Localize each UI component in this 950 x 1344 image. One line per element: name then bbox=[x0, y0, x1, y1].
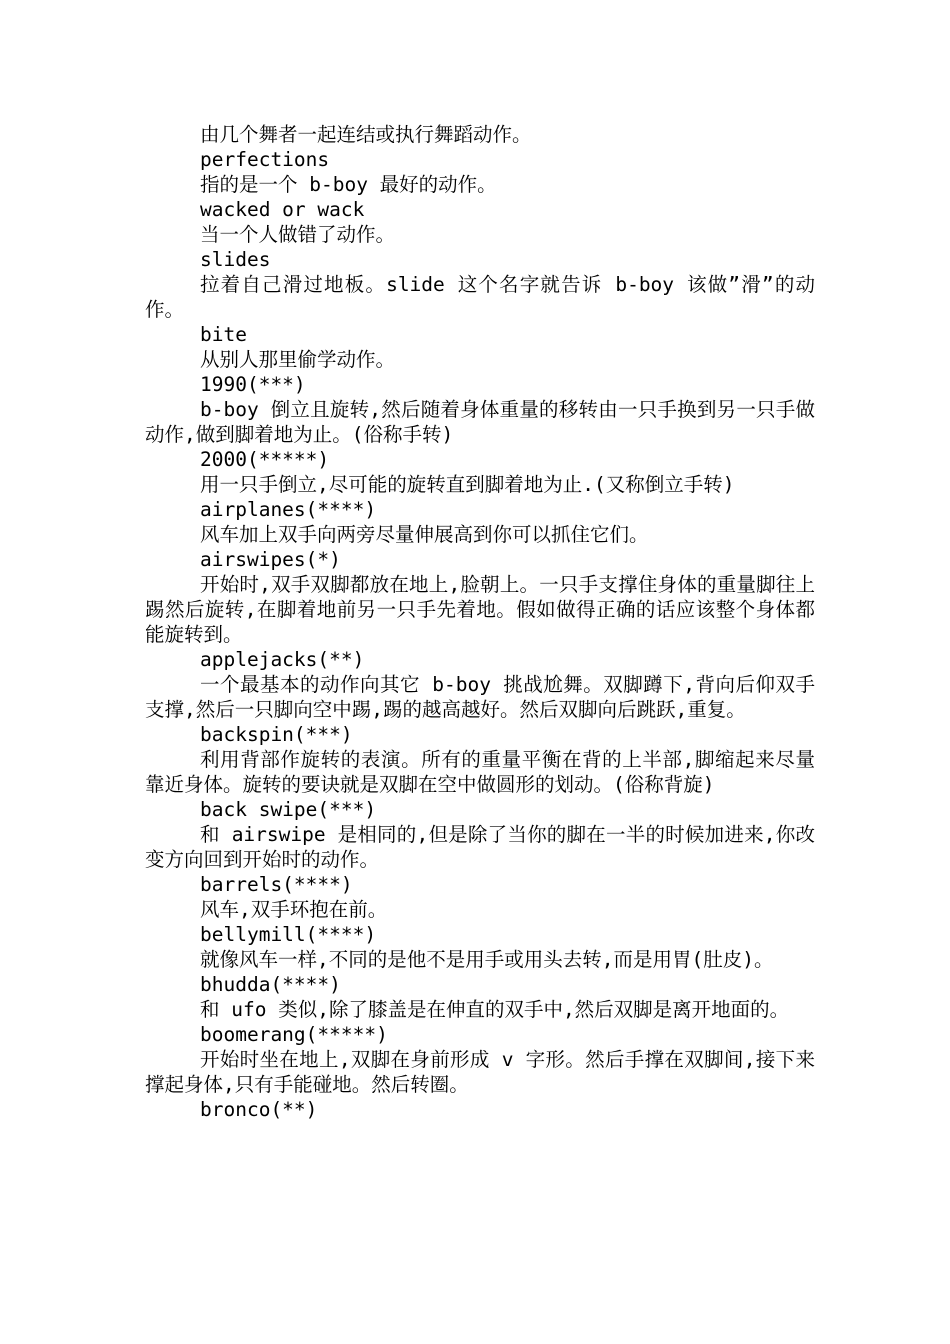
term-heading: bellymill(****) bbox=[200, 923, 377, 946]
paragraph: 和 airswipe 是相同的,但是除了当你的脚在一半的时候加进来,你改变方向回到开始时的动作。 bbox=[145, 823, 815, 871]
term-heading: bite bbox=[200, 323, 247, 346]
paragraph: 由几个舞者一起连结或执行舞蹈动作。 bbox=[200, 123, 532, 146]
term-heading: airplanes(****) bbox=[200, 498, 377, 521]
paragraph: 开始时,双手双脚都放在地上,脸朝上。一只手支撑住身体的重量脚往上踢然后旋转,在脚着地前另一只手先着地。假如做得正确的话应该整个身体都能旋转到。 bbox=[145, 573, 815, 646]
paragraph: 开始时坐在地上,双脚在身前形成 v 字形。然后手撑在双脚间,接下来撑起身体,只有手能碰地。然后转圈。 bbox=[145, 1048, 815, 1096]
paragraph: 和 ufo 类似,除了膝盖是在伸直的双手中,然后双脚是离开地面的。 bbox=[200, 998, 790, 1021]
term-heading: bhudda(****) bbox=[200, 973, 341, 996]
term-heading: applejacks(**) bbox=[200, 648, 365, 671]
term-heading: back swipe(***) bbox=[200, 798, 377, 821]
paragraph: b-boy 倒立且旋转,然后随着身体重量的移转由一只手换到另一只手做动作,做到脚着地为止。(俗称手转) bbox=[145, 398, 815, 446]
term-heading: backspin(***) bbox=[200, 723, 353, 746]
term-heading: slides bbox=[200, 248, 271, 271]
term-heading: bronco(**) bbox=[200, 1098, 318, 1121]
term-heading: 1990(***) bbox=[200, 373, 306, 396]
paragraph: 风车加上双手向两旁尽量伸展高到你可以抓住它们。 bbox=[200, 523, 649, 546]
term-heading: airswipes(*) bbox=[200, 548, 341, 571]
paragraph: 从别人那里偷学动作。 bbox=[200, 348, 396, 371]
paragraph: 利用背部作旋转的表演。所有的重量平衡在背的上半部,脚缩起来尽量靠近身体。旋转的要诀就是双脚在空中做圆形的划动。(俗称背旋) bbox=[145, 748, 815, 796]
paragraph: 风车,双手环抱在前。 bbox=[200, 898, 388, 921]
term-heading: perfections bbox=[200, 148, 330, 171]
paragraph: 就像风车一样,不同的是他不是用手或用头去转,而是用胃(肚皮)。 bbox=[200, 948, 774, 971]
document-body bbox=[145, 122, 815, 1122]
paragraph: 当一个人做错了动作。 bbox=[200, 223, 396, 246]
term-heading: 2000(*****) bbox=[200, 448, 330, 471]
paragraph: 一个最基本的动作向其它 b-boy 挑战尬舞。双脚蹲下,背向后仰双手支撑,然后一只脚向空中踢,踢的越高越好。然后双脚向后跳跃,重复。 bbox=[145, 673, 815, 721]
term-heading: barrels(****) bbox=[200, 873, 353, 896]
term-heading: wacked or wack bbox=[200, 198, 365, 221]
term-heading: boomerang(*****) bbox=[200, 1023, 388, 1046]
paragraph: 指的是一个 b-boy 最好的动作。 bbox=[200, 173, 497, 196]
paragraph: 用一只手倒立,尽可能的旋转直到脚着地为止.(又称倒立手转) bbox=[200, 473, 735, 496]
paragraph: 拉着自己滑过地板。slide 这个名字就告诉 b-boy 该做”滑”的动作。 bbox=[145, 273, 815, 321]
